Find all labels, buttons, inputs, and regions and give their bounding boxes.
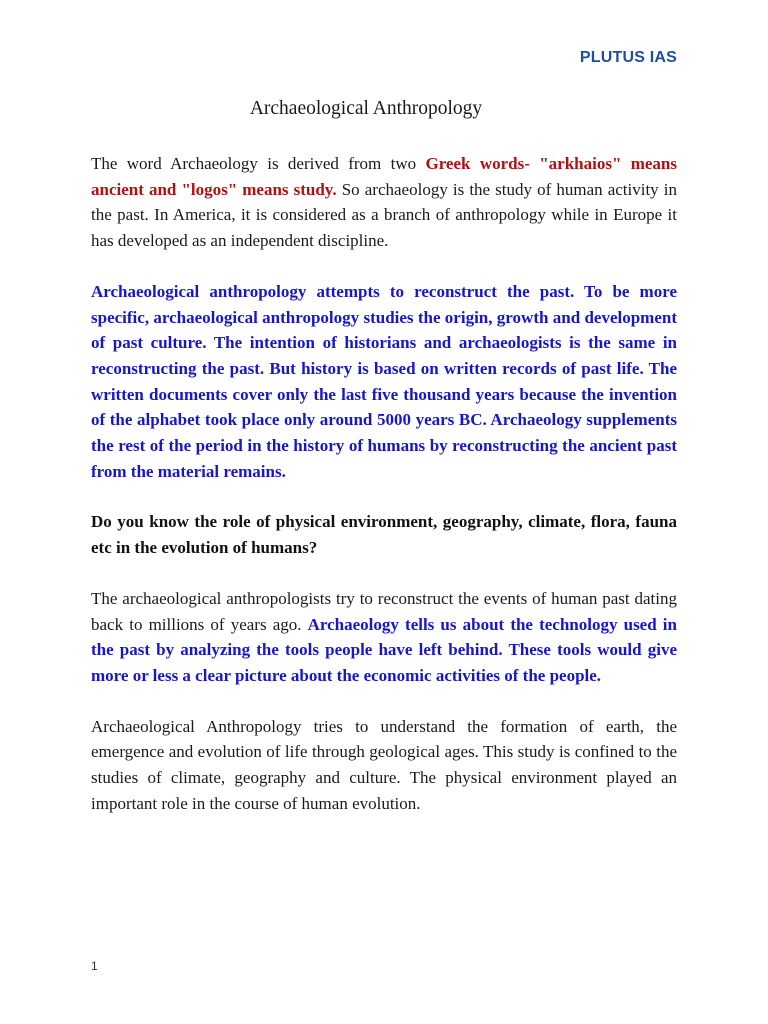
document-body [91,151,677,841]
paragraph-etymology-rest: So archaeology is the study of human activity in the past. In America, it is considered as a branch of anthropology while in Europe it has developed as an independent discipline. [91,179,677,251]
paragraph-etymology [91,151,677,254]
greek-words-highlight: Greek words- "arkhaios" means ancient and "logos" means study. [91,154,677,199]
page-number: 1 [91,959,98,973]
paragraph-technology-intro: The archaeological anthropologists try to reconstruct the events of human past dating back to millions of years ago. [91,588,677,634]
paragraph-environment: Archaeological Anthropology tries to understand the formation of earth, the emergence and evolution of life through geological ages. This study is confined to the studies of climate, geography and culture. The physical environment played an important role in the course of human evolution. [91,716,677,813]
technology-highlight: Archaeology tells us about the technology used in the past by analyzing the tools people have left behind. These tools would give more or less a clear picture about the economic activities of the people. [91,614,677,685]
paragraph-reconstruct-past: Archaeological anthropology attempts to reconstruct the past. To be more specific, archaeological anthropology studies the origin, growth and development of past culture. The intention of historians and archaeologists is the same in reconstructing the past. But history is based on written records of past life. The written documents cover only the last five thousand years because the invention of the alphabet took place only around 5000 years BC. Archaeology supplements the rest of the period in the history of humans by reconstructing the ancient past from the material remains. [91,281,677,481]
document-title: Archaeological Anthropology [249,98,483,119]
header-brand: PLUTUS IAS [579,49,677,66]
paragraph-etymology-intro: The word Archaeology is derived from two [91,154,426,173]
paragraph-technology [91,586,677,689]
question-paragraph: Do you know the role of physical environment, geography, climate, flora, fauna etc in the evolution of humans? [91,512,677,558]
